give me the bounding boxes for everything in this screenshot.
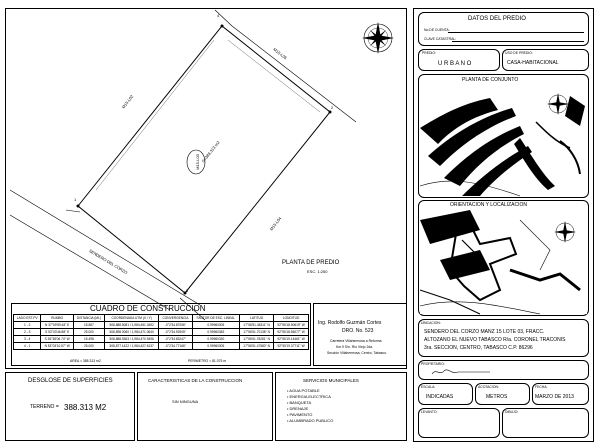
signature-icon	[430, 366, 510, 378]
cc-row	[14, 343, 309, 350]
cc-cell: 25.000	[73, 329, 104, 336]
engineer-address-3: Sección Villahermosa, Centro, Tabasco.	[327, 351, 387, 355]
servicio-label: BANQUETA	[289, 400, 312, 405]
caracteristicas-title: CARACTERISTICAS DE LA CONSTRUCCION	[148, 378, 243, 383]
bullet-icon: •	[287, 394, 290, 399]
cc-cell: -0°2'34.92505"	[159, 329, 192, 336]
bullet-icon: •	[287, 412, 290, 417]
cc-header: FACTOR DE ESC. LINEAL	[192, 315, 240, 322]
engineer-name: Ing. Rodolfo Guzmán Cortes	[318, 320, 382, 326]
area-total: AREA = 388.313 m2	[70, 359, 101, 363]
cc-row	[14, 329, 309, 336]
cc-cell: 92°55'18.90619" W	[274, 322, 309, 329]
engineer-box	[313, 303, 407, 366]
cc-cell: -0°2'34.87056"	[159, 322, 192, 329]
cc-cell: 0.99960330	[192, 336, 240, 343]
neighbor-label-l05: M15-L05	[272, 46, 288, 61]
cc-cell: N 37°09'59.63" E	[41, 322, 73, 329]
cc-cell: 17°56'51.47580" N	[240, 343, 274, 350]
caracteristicas-value: SIN NINGUNA	[172, 399, 199, 404]
cc-cell: 15.498	[73, 336, 104, 343]
servicios-title: SERVICIOS MUNICIPALES	[303, 378, 359, 383]
servicio-label: DRENAJE	[289, 406, 309, 411]
servicio-label: PAVIMENTO	[289, 412, 313, 417]
construction-table-title: CUADRO DE CONSTRUCCION	[90, 304, 206, 313]
perimetro-total: PERIMETRO = 81.075 m	[188, 359, 227, 363]
ubicacion-line-1: SENDERO DEL CORZO MANZ 15 LOTE 03, FRACC.	[424, 329, 545, 335]
cc-header: LONGITUD	[274, 315, 309, 322]
propietario-label: PROPIETARIO:	[421, 362, 445, 366]
clave-label: CLAVE CATASTRAL:	[424, 37, 457, 41]
cc-cell: S 53°03'46.88" E	[41, 329, 73, 336]
street-label: SENDERO DEL CORZO	[88, 248, 129, 276]
uso-label: USO DE PREDIO:	[505, 51, 533, 55]
cc-cell: 92°55'19.14461" W	[274, 336, 309, 343]
ubicacion-line-2: ALTOZANO EL NUEVO TABASCO R/a. CORONEL TRACONIS	[424, 337, 566, 343]
conjunto-north-icon	[547, 93, 569, 115]
construction-table	[13, 314, 309, 350]
acotacion-value: METROS	[486, 394, 508, 400]
cc-header: LATITUD	[240, 315, 274, 322]
engineer-address-2: Km.9 S/n. Río Viejo 2da.	[336, 345, 374, 349]
predio-label: PREDIO:	[422, 51, 436, 55]
cc-header: DISTANCIA (ML)	[73, 315, 104, 322]
desglose-title: DESGLOSE DE SUPERFICIES	[28, 378, 113, 384]
cc-cell: 508,888.9363 / 1,984,470.9496	[104, 336, 158, 343]
cc-cell: 1 - 2	[14, 322, 41, 329]
cc-cell: 17°56'51.78281" N	[240, 336, 274, 343]
plan-scale: ESC. 1:250	[307, 269, 328, 274]
uso-value: CASA-HABITACIONAL	[507, 60, 559, 66]
cc-cell: 508,888.5081 / 1,984,451.3492	[104, 322, 158, 329]
cc-cell: 3 - 4	[14, 336, 41, 343]
cc-cell: 92°55'19.37711" W	[274, 343, 309, 350]
servicio-label: AGUA POTABLE	[289, 388, 320, 393]
neighbor-label-l02: M15-L02	[120, 93, 135, 110]
cc-cell: 0.99960305	[192, 322, 240, 329]
cc-cell: 0.99960383	[192, 329, 240, 336]
bullet-icon: •	[287, 388, 290, 393]
cc-cell: 508,877.1422 / 1,984,427.6137	[104, 343, 158, 350]
bullet-icon: •	[287, 418, 290, 423]
cc-cell: 25.000	[73, 343, 104, 350]
cc-cell: -0°2'34.83247"	[159, 336, 192, 343]
cuenta-label: No.DE CUENTA:	[424, 28, 450, 32]
cc-cell: 15.567	[73, 322, 104, 329]
vertex-4: 4	[217, 13, 220, 18]
neighbor-label-l04: M15-L04	[268, 215, 283, 232]
predio-value: U R B A N O	[438, 61, 472, 67]
bullet-icon: •	[287, 400, 290, 405]
orientacion-title: ORIENTACION Y LOCALIZACION	[450, 202, 527, 208]
cc-cell: S 36°38'06.74" W	[41, 336, 73, 343]
vertex-1: 1	[74, 197, 77, 202]
engineer-address-1: Carretera Villahermosa a Reforma	[330, 339, 382, 343]
servicio-label: ENERGIA ELECTRICA	[289, 394, 331, 399]
cc-cell: 17°56'51.45311" N	[240, 322, 274, 329]
escala-label: ESCALA:	[421, 385, 436, 389]
clave-line	[452, 41, 584, 42]
servicio-item	[287, 418, 333, 424]
terreno-value: 388.313 M2	[64, 403, 107, 412]
cc-cell: 17°56'51.70138" N	[240, 329, 274, 336]
cc-cell: N 53°03'10.57" W	[41, 343, 73, 350]
cc-header: LADO EST-PV	[14, 315, 41, 322]
cc-cell: -0°2'34.77166"	[159, 343, 192, 350]
conjunto-map	[420, 86, 587, 196]
fecha-value: MARZO DE 2013	[535, 394, 574, 400]
cc-cell: 2 - 3	[14, 329, 41, 336]
fecha-label: FECHA:	[535, 385, 548, 389]
datos-title: DATOS DEL PREDIO	[468, 16, 526, 22]
engineer-dro: DRO. No. 523	[342, 328, 374, 334]
escala-value: INDICADAS	[426, 394, 454, 400]
north-arrow-icon	[362, 22, 394, 54]
localizacion-map	[420, 210, 587, 314]
cuenta-line	[448, 32, 584, 33]
cc-cell: 4 - 1	[14, 343, 41, 350]
vertex-3: 3	[186, 288, 189, 293]
servicio-label: ALUMBRADO PUBLICO	[289, 418, 334, 423]
cc-cell: 92°55'18.56077" W	[274, 329, 309, 336]
cc-header: CONVERGENCIA	[159, 315, 192, 322]
conjunto-title: PLANTA DE CONJUNTO	[462, 77, 519, 83]
ubicacion-line-3: 3ra. SECCION, CENTRO, TABASCO C.P. 86296	[424, 345, 533, 351]
vertex-2: 2	[331, 105, 334, 110]
cc-row	[14, 336, 309, 343]
bullet-icon: •	[287, 406, 290, 411]
cc-cell: 508,898.0060 / 1,984,471.0640	[104, 329, 158, 336]
terreno-label: TERRENO =	[30, 404, 59, 410]
cc-row	[14, 322, 309, 329]
ubicacion-label: UBICACION:	[421, 321, 441, 325]
plan-title: PLANTA DE PREDIO	[282, 260, 340, 266]
lot-label: M15-L03	[194, 154, 200, 170]
cc-header: RUMBO	[41, 315, 73, 322]
servicios-list	[287, 388, 333, 424]
cc-cell: 0.99960305	[192, 343, 240, 350]
area-label: S=388.313 m2	[200, 139, 221, 164]
acotacion-label: ACOTACION:	[478, 385, 499, 389]
levanto-label: LEVANTO:	[421, 410, 438, 414]
dibujo-label: DIBUJO:	[505, 410, 519, 414]
cc-header: COORDENADA UTM (X / Y)	[104, 315, 158, 322]
